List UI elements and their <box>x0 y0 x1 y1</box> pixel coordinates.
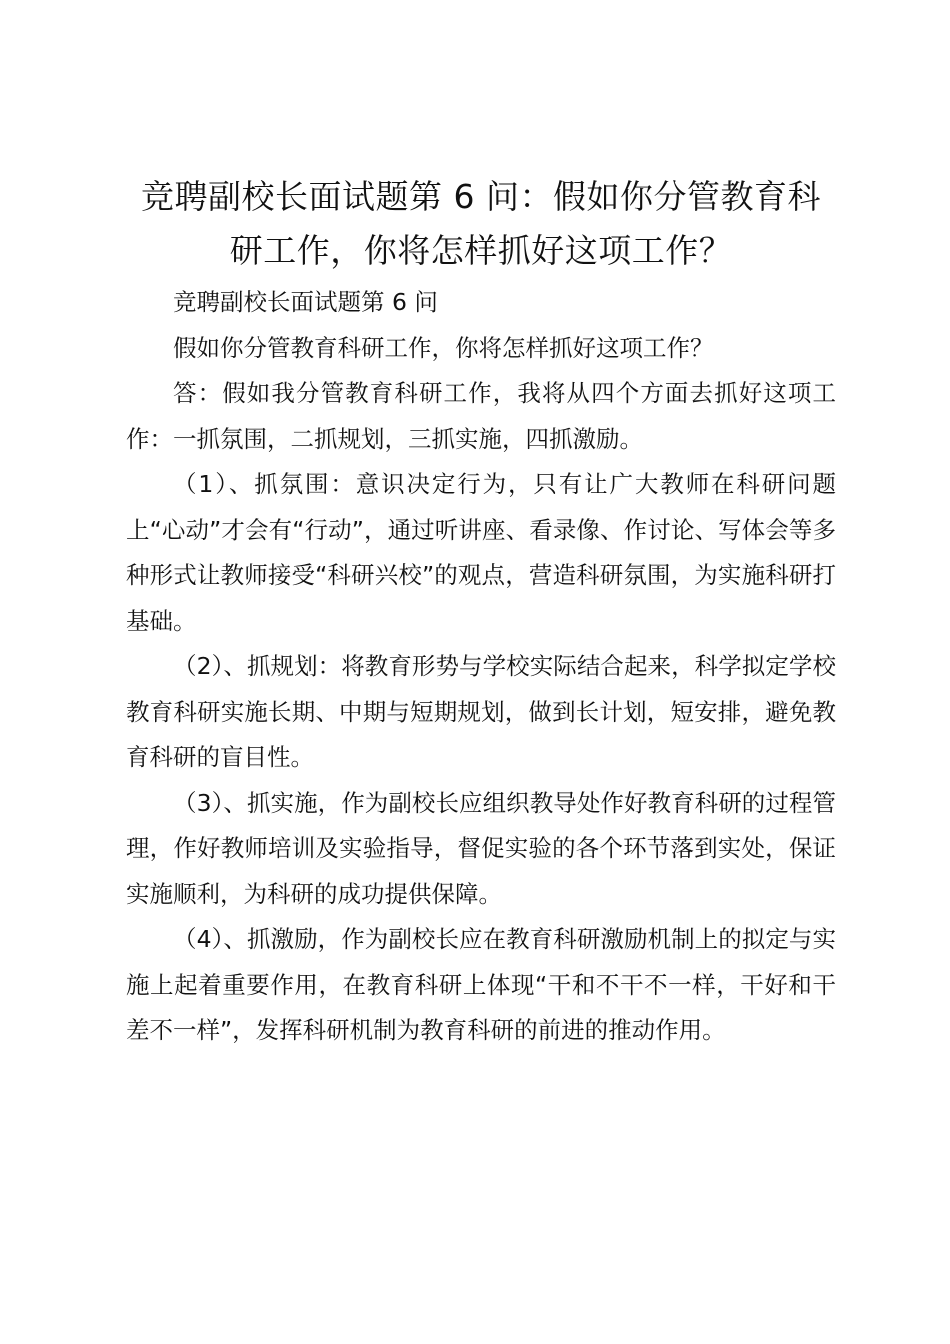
answer-paragraph: 答：假如我分管教育科研工作，我将从四个方面去抓好这项工作：一抓氛围，二抓规划，三抓实施，四抓激励。 <box>126 379 836 453</box>
document-title: 竞聘副校长面试题第 6 问：假如你分管教育科研工作，你将怎样抓好这项工作？ <box>141 177 821 270</box>
point-2-paragraph: （2）、抓规划：将教育形势与学校实际结合起来，科学拟定学校教育科研实施长期、中期与短期规划，做到长计划，短安排，避免教育科研的盲目性。 <box>126 652 836 771</box>
subtitle-paragraph: 竞聘副校长面试题第 6 问 <box>173 288 438 316</box>
document-page <box>126 170 836 1054</box>
point-1-paragraph: （1）、抓氛围：意识决定行为，只有让广大教师在科研问题上“心动”才会有“行动”，通过听讲座、看录像、作讨论、写体会等多种形式让教师接受“科研兴校”的观点，营造科研氛围，为实施科研打基础。 <box>126 470 836 635</box>
point-3-paragraph: （3）、抓实施，作为副校长应组织教导处作好教育科研的过程管理，作好教师培训及实验指导，督促实验的各个环节落到实处，保证实施顺利，为科研的成功提供保障。 <box>126 788 836 908</box>
question-paragraph: 假如你分管教育科研工作，你将怎样抓好这项工作？ <box>173 333 714 362</box>
point-4-paragraph: （4）、抓激励，作为副校长应在教育科研激励机制上的拟定与实施上起着重要作用，在教育科研上体现“干和不干不一样，干好和干差不一样”，发挥科研机制为教育科研的前进的推动作用。 <box>126 925 836 1044</box>
